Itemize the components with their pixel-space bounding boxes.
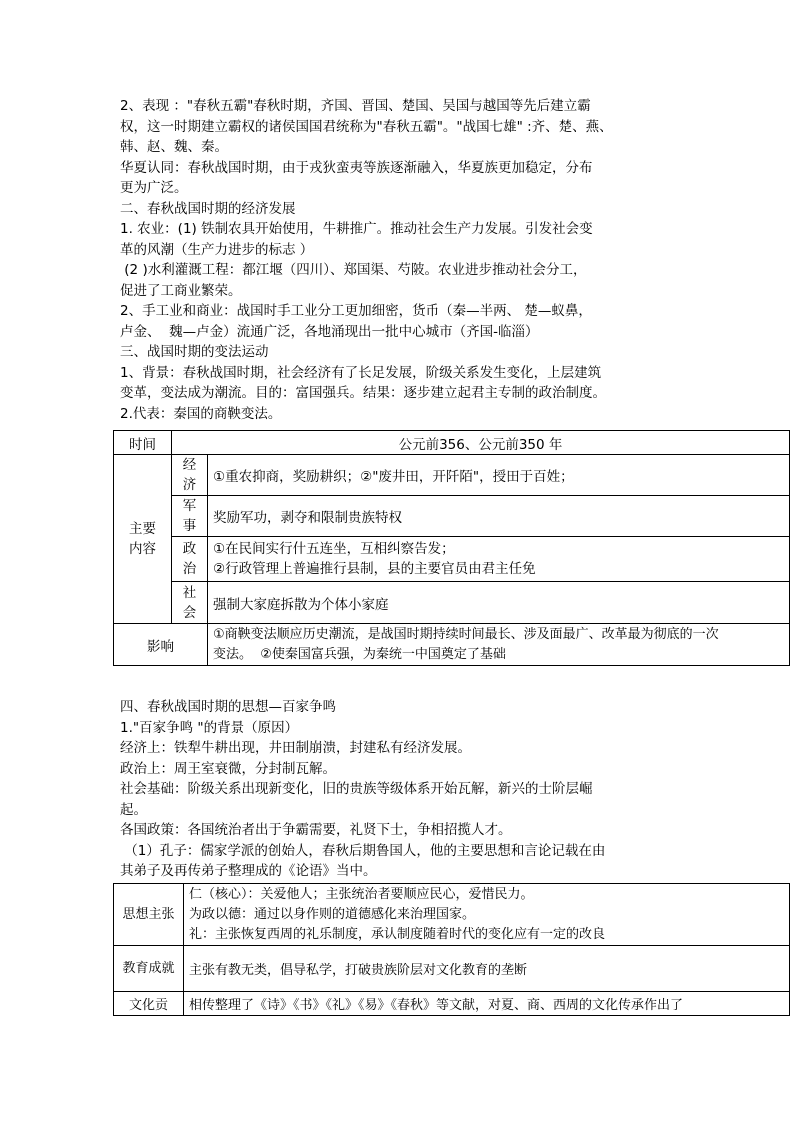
- content-cell: 奖励军功，剥夺和限制贵族特权: [208, 496, 790, 537]
- time-label: 时间: [114, 431, 172, 455]
- text-line: 2、表现 ："春秋五霸"春秋时期，齐国、晋国、楚国、吴国与越国等先后建立霸: [120, 98, 591, 114]
- text-line: 韩、赵、魏、秦。: [120, 139, 228, 155]
- section4: [120, 697, 680, 882]
- table-row: [114, 582, 790, 624]
- content-cell: 相传整理了《诗》《书》《礼》《易》《春秋》等文献，对夏、商、西周的文化传承作出了: [184, 992, 790, 1016]
- category-cell: 经济: [172, 455, 208, 496]
- text-line: 1. 农业：(1) 铁制农具开始使用，牛耕推广。推动社会生产力发展。引发社会变: [120, 221, 593, 237]
- text-line: 1."百家争鸣 "的背景（原因）: [120, 719, 299, 736]
- text-line: 变革，变法成为潮流。目的：富国强兵。结果：逐步建立起君主专制的政治制度。: [120, 385, 606, 401]
- text-line: 华夏认同：春秋战国时期，由于戎狄蛮夷等族逐渐融入，华夏族更加稳定，分布: [120, 159, 593, 176]
- text-line: 2.代表：秦国的商鞅变法。: [120, 405, 282, 422]
- text-line: 社会基础：阶级关系出现新变化，旧的贵族等级体系开始瓦解，新兴的士阶层崛: [120, 781, 593, 797]
- table-row: [114, 946, 790, 992]
- text-line: 促进了工商业繁荣。: [120, 282, 242, 299]
- text-line: 2、手工业和商业：战国时手工业分工更加细密，货币（秦—半两、 楚—蚁鼻，: [120, 303, 592, 319]
- table-row: [114, 992, 790, 1016]
- confucius-table: [113, 883, 790, 1016]
- table-row: [114, 496, 790, 537]
- text-line: （1）孔子：儒家学派的创始人，春秋后期鲁国人，他的主要思想和言论记载在由: [120, 842, 606, 859]
- text-line: 经济上：铁犁牛耕出现，井田制崩溃，封建私有经济发展。: [120, 740, 471, 756]
- content-cell: 强制大家庭拆散为个体小家庭: [208, 582, 790, 624]
- text-line: 起。: [120, 801, 147, 818]
- table-row: [114, 537, 790, 582]
- content-cell: [184, 884, 790, 946]
- intro-section: [120, 96, 680, 424]
- text-line: 其弟子及再传弟子整理成的《论语》当中。: [120, 863, 377, 879]
- text-line: ②行政管理上普遍推行县制，县的主要官员由君主任免: [213, 561, 536, 577]
- text-line: 革的风潮（生产力进步的标志 ）: [120, 241, 314, 258]
- section-heading: 四、春秋战国时期的思想—百家争鸣: [120, 699, 336, 715]
- content-label: 主要内容: [114, 455, 172, 624]
- table-row: [114, 884, 790, 946]
- row-label: 文化贡: [114, 992, 184, 1016]
- table-row: [114, 431, 790, 455]
- text-line: (2 )水利灌溉工程：都江堰（四川）、郑国渠、芍陂。农业进步推动社会分工，: [120, 262, 587, 278]
- text-line: ①商鞅变法顺应历史潮流，是战国时期持续时间最长、涉及面最广、改革最为彻底的一次: [213, 626, 719, 642]
- text-line: 变法。 ②使秦国富兵强，为秦统一中国奠定了基础: [213, 646, 506, 662]
- text-line: 各国政策：各国统治者出于争霸需要，礼贤下士，争相招揽人才。: [120, 822, 512, 838]
- impact-label: 影响: [114, 624, 208, 666]
- time-value: 公元前356、公元前350 年: [172, 431, 790, 455]
- text-line: 更为广泛。: [120, 180, 188, 196]
- reform-table: [113, 430, 790, 666]
- text-line: 政治上：周王室衰微，分封制瓦解。: [120, 760, 336, 777]
- text-line: ①在民间实行什五连坐，互相纠察告发；: [213, 541, 455, 557]
- category-cell: 军事: [172, 496, 208, 537]
- content-cell: 主张有教无类，倡导私学，打破贵族阶层对文化教育的垄断: [184, 946, 790, 992]
- impact-cell: [208, 624, 790, 666]
- row-label: 教育成就: [114, 946, 184, 992]
- text-line: 为政以德：通过以身作则的道德感化来治理国家。: [189, 906, 476, 922]
- text-line: 仁（核心）：关爱他人；主张统治者要顺应民心，爱惜民力。: [189, 886, 534, 902]
- table-row: [114, 624, 790, 666]
- category-cell: 政治: [172, 537, 208, 582]
- text-line: 礼：主张恢复西周的礼乐制度，承认制度随着时代的变化应有一定的改良: [189, 926, 606, 942]
- text-line: 卢金、 魏—卢金）流通广泛，各地涌现出一批中心城市（齐国-临淄）: [120, 323, 539, 340]
- content-cell: [208, 537, 790, 582]
- text-line: 1、背景：春秋战国时期，社会经济有了长足发展，阶级关系发生变化，上层建筑: [120, 364, 602, 381]
- section-heading: 二、春秋战国时期的经济发展: [120, 200, 296, 217]
- table-row: [114, 455, 790, 496]
- category-cell: 社会: [172, 582, 208, 624]
- content-cell: ①重农抑商，奖励耕织；②"废井田，开阡陌"，授田于百姓；: [208, 455, 790, 496]
- text-line: 权，这一时期建立霸权的诸侯国国君统称为"春秋五霸"。"战国七雄" :齐、楚、燕、: [120, 118, 613, 135]
- row-label: 思想主张: [114, 884, 184, 946]
- section-heading: 三、战国时期的变法运动: [120, 344, 269, 360]
